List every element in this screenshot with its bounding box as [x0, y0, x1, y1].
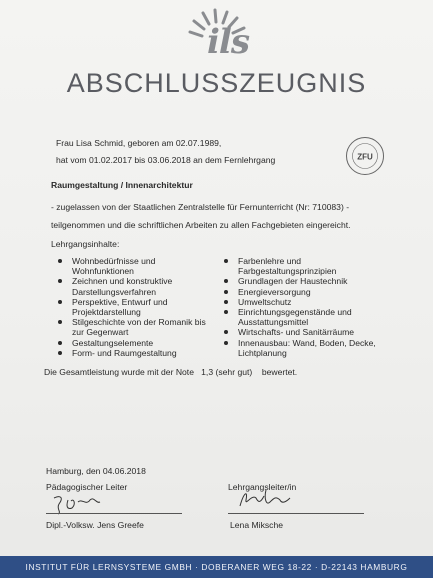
contents-item-text: Wirtschafts- und Sanitärräume [238, 327, 355, 338]
contents-item-text: Darstellungsverfahren [72, 286, 157, 297]
contents-left-column [58, 256, 218, 358]
contents-item-text: zur Gegenwart [72, 327, 129, 338]
grade-line [44, 367, 297, 377]
bullet-icon [224, 259, 228, 263]
contents-item-text: Farbenlehre und [238, 256, 302, 266]
contents-item-text: Gestaltungselemente [72, 337, 154, 348]
contents-item [58, 276, 218, 296]
contents-item-text: Zeichnen und konstruktive [72, 276, 173, 287]
bullet-icon [224, 341, 228, 345]
bullet-icon [58, 300, 62, 304]
body-line-1: - zugelassen von der Staatlichen Zentralstelle für Fernunterricht (Nr: 710083) - [51, 202, 350, 212]
bullet-icon [58, 341, 62, 345]
contents-item-text: Grundlagen der Haustechnik [238, 276, 348, 287]
contents-item-text: Projektdarstellung [72, 307, 141, 318]
contents-item [224, 287, 404, 297]
bullet-icon [224, 300, 228, 304]
contents-item-text: Ausstattungsmittel [238, 317, 309, 328]
contents-item [58, 256, 218, 276]
contents-item-text: Innenausbau: Wand, Boden, Decke, [238, 337, 376, 348]
bullet-icon [224, 330, 228, 334]
contents-item-text: Wohnfunktionen [72, 266, 134, 277]
bullet-icon [224, 290, 228, 294]
bullet-icon [224, 279, 228, 283]
left-signature-line [46, 513, 182, 514]
contents-item-text: Form- und Raumgestaltung [72, 347, 177, 358]
bullet-icon [58, 320, 62, 324]
contents-item [58, 338, 218, 348]
document-title: ABSCHLUSSZEUGNIS [66, 68, 367, 98]
body-line-2: teilgenommen und die schriftlichen Arbeiten zu allen Fachgebieten eingereicht. [51, 220, 351, 230]
contents-item-text: Umweltschutz [238, 296, 292, 307]
right-signer-name: Lena Miksche [230, 520, 284, 530]
right-signature-line [228, 513, 364, 514]
contents-item-text: Lichtplanung [238, 347, 287, 358]
contents-item-text: Stilgeschichte von der Romanik bis [72, 317, 206, 328]
intro-line-2: hat vom 01.02.2017 bis 03.06.2018 an dem Fernlehrgang [56, 155, 276, 165]
contents-item-text: Wohnbedürfnisse und [72, 256, 156, 266]
logo-wordmark: ils [207, 22, 249, 62]
contents-item [224, 307, 404, 327]
right-signature-icon [236, 486, 292, 512]
place-date: Hamburg, den 04.06.2018 [46, 466, 146, 476]
contents-item [224, 297, 404, 307]
contents-item [58, 348, 218, 358]
contents-item [224, 256, 404, 276]
right-signer-role: Lehrgangsleiter/in [228, 482, 297, 492]
contents-item [224, 276, 404, 286]
contents-item-text: Perspektive, Entwurf und [72, 296, 168, 307]
left-signer-name: Dipl.-Volksw. Jens Greefe [46, 520, 144, 530]
contents-right-column [224, 256, 404, 358]
contents-item [58, 297, 218, 317]
contents-item [224, 338, 404, 358]
seal-text: ZFU [357, 152, 373, 162]
contents-item-text: Energieversorgung [238, 286, 311, 297]
intro-line-1: Frau Lisa Schmid, geboren am 02.07.1989, [56, 138, 222, 148]
grade-suffix: bewertet. [261, 367, 298, 377]
contents-heading: Lehrgangsinhalte: [51, 239, 120, 249]
footer-address-bar: INSTITUT FÜR LERNSYSTEME GMBH · DOBERANER WEG 18-22 · D-22143 HAMBURG [0, 556, 433, 578]
contents-item [58, 317, 218, 337]
bullet-icon [224, 310, 228, 314]
course-title: Raumgestaltung / Innenarchitektur [51, 180, 193, 190]
left-signer-role: Pädagogischer Leiter [46, 482, 128, 492]
zfu-seal-icon [345, 136, 385, 176]
contents-item [224, 327, 404, 337]
grade-prefix: Die Gesamtleistung wurde mit der Note [44, 367, 194, 377]
contents-item-text: Farbgestaltungsprinzipien [238, 266, 337, 277]
grade-value: 1,3 (sehr gut) [201, 367, 253, 377]
bullet-icon [58, 351, 62, 355]
bullet-icon [58, 259, 62, 263]
contents-item-text: Einrichtungsgegenstände und [238, 307, 352, 318]
bullet-icon [58, 279, 62, 283]
